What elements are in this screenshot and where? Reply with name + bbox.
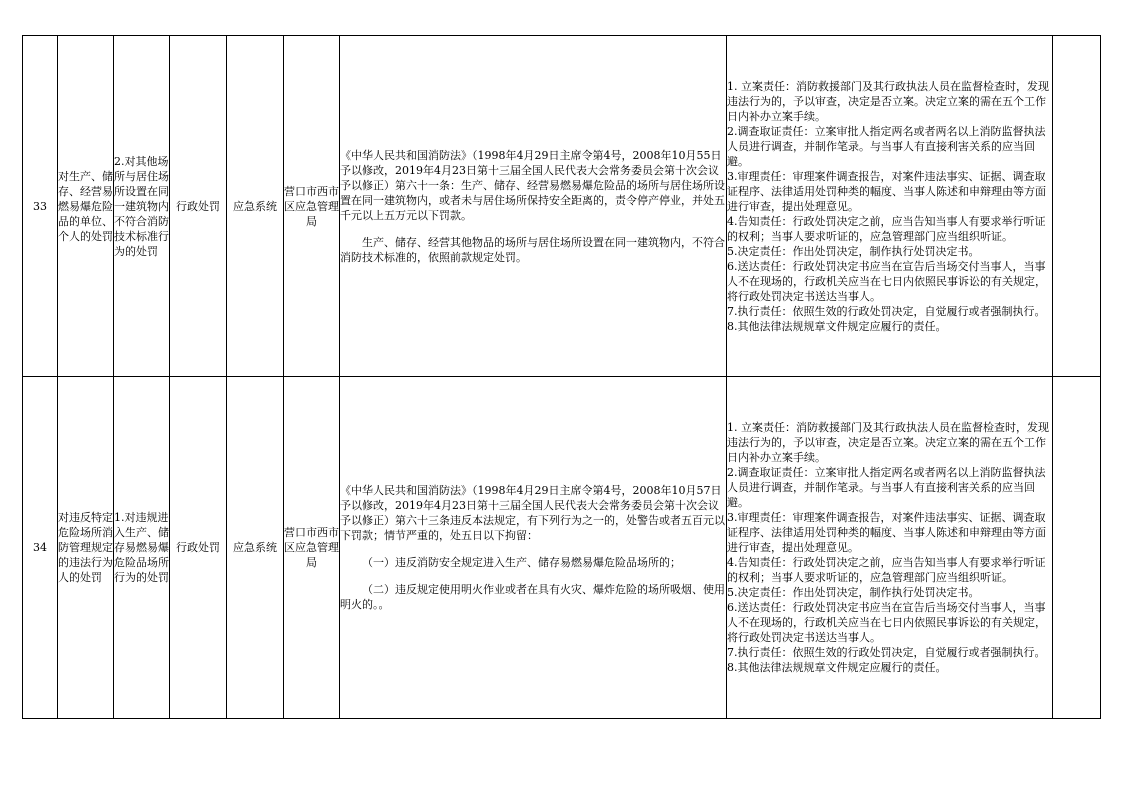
responsibility-item: 4.告知责任：行政处罚决定之前，应当告知当事人有要求举行听证的权利；当事人要求听证的，应急管理部门应当组织听证。 [727, 556, 1046, 584]
system-name: 应急系统 [227, 36, 284, 377]
row-number: 33 [23, 36, 58, 377]
remark-cell [1053, 377, 1101, 719]
power-item-name: 对违反特定危险场所消防管理规定的违法行为人的处罚 [58, 377, 114, 719]
power-list-table [22, 35, 1101, 719]
responsibility-item: 5.决定责任：作出处罚决定，制作执行处罚决定书。 [727, 244, 980, 258]
responsibility-item: 3.审理责任：审理案件调查报告，对案件违法事实、证据、调查取证程序、法律适用处罚种类的幅度、当事人陈述和申辩理由等方面进行审查，提出处理意见。 [727, 169, 1046, 213]
responsibility-item: 3.审理责任：审理案件调查报告，对案件违法事实、证据、调查取证程序、法律适用处罚种类的幅度、当事人陈述和申辩理由等方面进行审查，提出处理意见。 [727, 511, 1046, 554]
implementing-org: 营口市西市区应急管理局 [284, 377, 340, 719]
remark-cell [1053, 36, 1101, 377]
responsibility-item: 2.调查取证责任：立案审批人指定两名或者两名以上消防监督执法人员进行调查，并制作笔录。与当事人有直接利害关系的应当回避。 [727, 466, 1046, 509]
legal-basis-paragraph: 《中华人民共和国消防法》（1998年4月29日主席令第4号，2008年10月57日予以修改，2019年4月23日第十三届全国人民代表大会常务委员会第十次会议予以修正）第六十三条违反本法规定，有下列行为之一的，处警告或者五百元以下罚款；情节严重的，处五日以下拘留： [340, 484, 725, 542]
legal-basis-paragraph: （二）违反规定使用明火作业或者在具有火灾、爆炸危险的场所吸烟、使用明火的。。 [340, 583, 725, 611]
legal-basis-paragraph: 《中华人民共和国消防法》（1998年4月29日主席令第4号，2008年10月55日予以修改，2019年4月23日第十三届全国人民代表大会常务委员会第十次会议予以修正）第六十一条：生产、储存、经营易燃易爆危险品的场所与居住场所设置在同一建筑物内，或者未与居住场所保持安全距离的，责令停产停业，并处五千元以上五万元以下罚款。 [340, 148, 725, 222]
power-subitem-name: 1.对违规进入生产、储存易燃易爆危险品场所行为的处罚 [114, 377, 170, 719]
power-subitem-name: 2.对其他场所与居住场所设置在同一建筑物内不符合消防技术标准行为的处罚 [114, 36, 170, 377]
legal-basis-paragraph: （一）违反消防安全规定进入生产、储存易燃易爆危险品场所的； [362, 556, 681, 569]
responsibility-item: 1. 立案责任：消防救援部门及其行政执法人员在监督检查时，发现违法行为的，予以审查，决定是否立案。决定立案的需在五个工作日内补办立案手续。 [727, 79, 1049, 123]
responsibility-item: 1. 立案责任：消防救援部门及其行政执法人员在监督检查时，发现违法行为的，予以审查，决定是否立案。决定立案的需在五个工作日内补办立案手续。 [727, 421, 1049, 464]
responsibility-item: 6.送达责任：行政处罚决定书应当在宣告后当场交付当事人，当事人不在现场的，行政机关应当在七日内依照民事诉讼的有关规定，将行政处罚决定书送达当事人。 [727, 601, 1046, 644]
row-number: 34 [23, 377, 58, 719]
power-type: 行政处罚 [170, 377, 227, 719]
responsibility-item: 8.其他法律法规规章文件规定应履行的责任。 [727, 661, 947, 674]
legal-basis [340, 36, 727, 377]
responsibility-list [727, 36, 1053, 377]
responsibility-item: 6.送达责任：行政处罚决定书应当在宣告后当场交付当事人，当事人不在现场的，行政机关应当在七日内依照民事诉讼的有关规定，将行政处罚决定书送达当事人。 [727, 259, 1046, 303]
responsibility-item: 4.告知责任：行政处罚决定之前，应当告知当事人有要求举行听证的权利；当事人要求听证的，应急管理部门应当组织听证。 [727, 214, 1046, 243]
power-type: 行政处罚 [170, 36, 227, 377]
system-name: 应急系统 [227, 377, 284, 719]
responsibility-list [727, 377, 1053, 719]
table-row [23, 36, 1101, 377]
responsibility-item: 7.执行责任：依照生效的行政处罚决定，自觉履行或者强制执行。 [727, 304, 1046, 318]
legal-basis [340, 377, 727, 719]
responsibility-item: 5.决定责任：作出处罚决定，制作执行处罚决定书。 [727, 586, 980, 599]
responsibility-item: 8.其他法律法规规章文件规定应履行的责任。 [727, 319, 947, 333]
responsibility-item: 7.执行责任：依照生效的行政处罚决定，自觉履行或者强制执行。 [727, 646, 1046, 659]
implementing-org: 营口市西市区应急管理局 [284, 36, 340, 377]
legal-basis-paragraph: 生产、储存、经营其他物品的场所与居住场所设置在同一建筑物内，不符合消防技术标准的，依照前款规定处罚。 [340, 235, 725, 264]
table-row [23, 377, 1101, 719]
power-item-name: 对生产、储存、经营易燃易爆危险品的单位、个人的处罚 [58, 36, 114, 377]
responsibility-item: 2.调查取证责任：立案审批人指定两名或者两名以上消防监督执法人员进行调查，并制作笔录。与当事人有直接利害关系的应当回避。 [727, 124, 1046, 168]
